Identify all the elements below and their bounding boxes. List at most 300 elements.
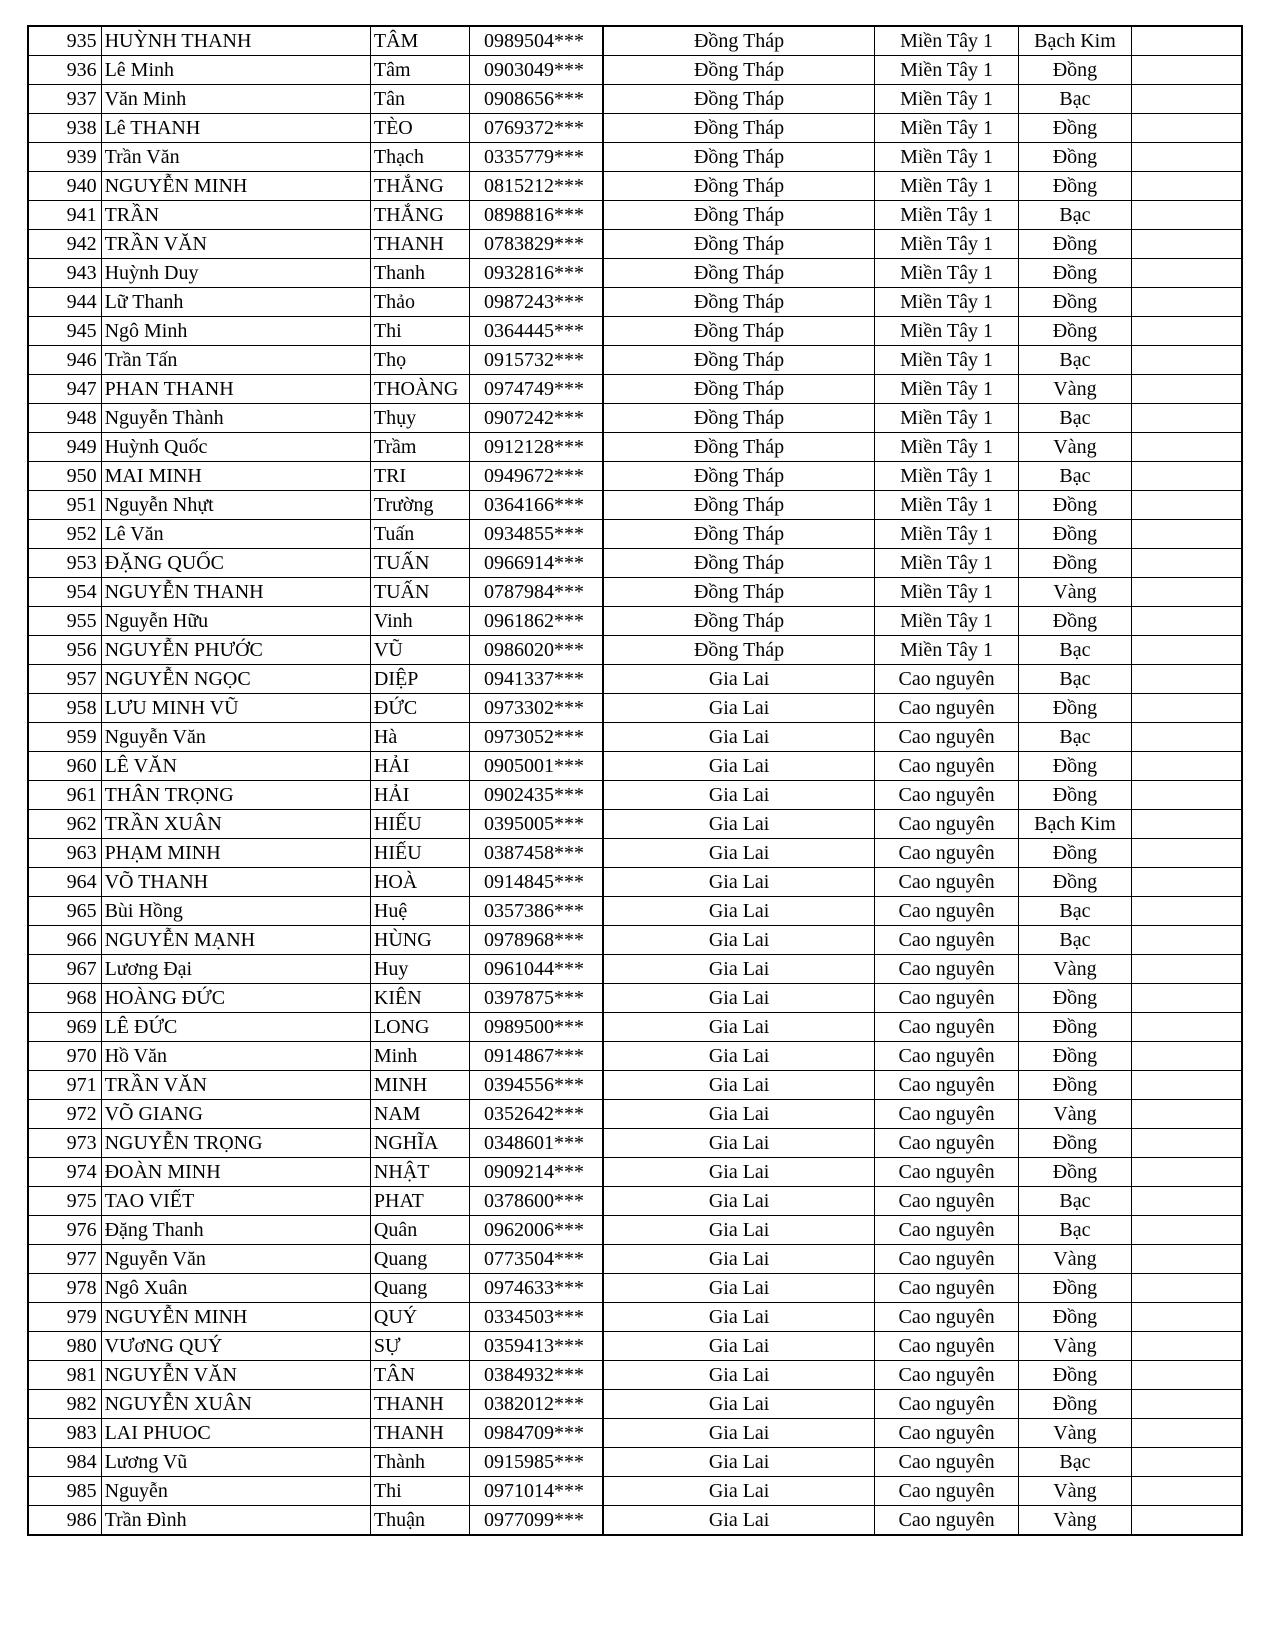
- phone-number-cell: 0978968***: [470, 926, 604, 955]
- membership-tier-cell: Bạc: [1019, 897, 1132, 926]
- last-middle-name-cell: Bùi Hồng: [101, 897, 370, 926]
- province-cell: Đồng Tháp: [603, 404, 874, 433]
- last-middle-name-cell: TRẦN: [101, 201, 370, 230]
- table-row: [28, 607, 1242, 636]
- row-number-cell: 955: [28, 607, 101, 636]
- phone-number-cell: 0382012***: [470, 1390, 604, 1419]
- table-row: [28, 462, 1242, 491]
- table-body: [28, 26, 1242, 1535]
- last-middle-name-cell: Nguyễn: [101, 1477, 370, 1506]
- last-middle-name-cell: Nguyễn Hữu: [101, 607, 370, 636]
- table-row: [28, 172, 1242, 201]
- row-number-cell: 953: [28, 549, 101, 578]
- table-row: [28, 955, 1242, 984]
- region-cell: Cao nguyên: [875, 868, 1019, 897]
- first-name-cell: Trường: [370, 491, 469, 520]
- last-middle-name-cell: Lê Văn: [101, 520, 370, 549]
- province-cell: Gia Lai: [603, 1448, 874, 1477]
- empty-cell-cell: [1131, 520, 1242, 549]
- province-cell: Đồng Tháp: [603, 607, 874, 636]
- phone-number-cell: 0961862***: [470, 607, 604, 636]
- empty-cell-cell: [1131, 172, 1242, 201]
- first-name-cell: LONG: [370, 1013, 469, 1042]
- first-name-cell: Thi: [370, 1477, 469, 1506]
- membership-tier-cell: Bạc: [1019, 85, 1132, 114]
- membership-tier-cell: Đồng: [1019, 1042, 1132, 1071]
- membership-tier-cell: Đồng: [1019, 752, 1132, 781]
- membership-tier-cell: Đồng: [1019, 1390, 1132, 1419]
- phone-number-cell: 0915985***: [470, 1448, 604, 1477]
- row-number-cell: 977: [28, 1245, 101, 1274]
- first-name-cell: Thảo: [370, 288, 469, 317]
- membership-tier-cell: Đồng: [1019, 868, 1132, 897]
- province-cell: Đồng Tháp: [603, 230, 874, 259]
- province-cell: Đồng Tháp: [603, 549, 874, 578]
- last-middle-name-cell: Nguyễn Thành: [101, 404, 370, 433]
- first-name-cell: HÙNG: [370, 926, 469, 955]
- first-name-cell: THANH: [370, 1390, 469, 1419]
- table-row: [28, 230, 1242, 259]
- last-middle-name-cell: Lương Đại: [101, 955, 370, 984]
- table-row: [28, 868, 1242, 897]
- row-number-cell: 935: [28, 26, 101, 56]
- region-cell: Cao nguyên: [875, 1100, 1019, 1129]
- empty-cell-cell: [1131, 549, 1242, 578]
- table-row: [28, 984, 1242, 1013]
- phone-number-cell: 0986020***: [470, 636, 604, 665]
- province-cell: Gia Lai: [603, 1187, 874, 1216]
- empty-cell-cell: [1131, 1506, 1242, 1536]
- membership-tier-cell: Đồng: [1019, 694, 1132, 723]
- first-name-cell: TUẤN: [370, 578, 469, 607]
- province-cell: Đồng Tháp: [603, 636, 874, 665]
- first-name-cell: Quân: [370, 1216, 469, 1245]
- region-cell: Miền Tây 1: [875, 549, 1019, 578]
- table-row: [28, 839, 1242, 868]
- phone-number-cell: 0783829***: [470, 230, 604, 259]
- region-cell: Miền Tây 1: [875, 636, 1019, 665]
- phone-number-cell: 0378600***: [470, 1187, 604, 1216]
- table-row: [28, 578, 1242, 607]
- row-number-cell: 985: [28, 1477, 101, 1506]
- province-cell: Gia Lai: [603, 1477, 874, 1506]
- membership-tier-cell: Vàng: [1019, 433, 1132, 462]
- membership-tier-cell: Đồng: [1019, 1158, 1132, 1187]
- first-name-cell: Hà: [370, 723, 469, 752]
- phone-number-cell: 0903049***: [470, 56, 604, 85]
- region-cell: Cao nguyên: [875, 839, 1019, 868]
- region-cell: Miền Tây 1: [875, 85, 1019, 114]
- province-cell: Gia Lai: [603, 1129, 874, 1158]
- phone-number-cell: 0335779***: [470, 143, 604, 172]
- table-row: [28, 1071, 1242, 1100]
- first-name-cell: Vinh: [370, 607, 469, 636]
- row-number-cell: 952: [28, 520, 101, 549]
- empty-cell-cell: [1131, 259, 1242, 288]
- region-cell: Miền Tây 1: [875, 56, 1019, 85]
- table-row: [28, 1013, 1242, 1042]
- last-middle-name-cell: Lê Minh: [101, 56, 370, 85]
- empty-cell-cell: [1131, 491, 1242, 520]
- first-name-cell: Thành: [370, 1448, 469, 1477]
- province-cell: Đồng Tháp: [603, 114, 874, 143]
- phone-number-cell: 0966914***: [470, 549, 604, 578]
- membership-tier-cell: Vàng: [1019, 1506, 1132, 1536]
- province-cell: Gia Lai: [603, 1506, 874, 1536]
- phone-number-cell: 0773504***: [470, 1245, 604, 1274]
- province-cell: Đồng Tháp: [603, 56, 874, 85]
- row-number-cell: 949: [28, 433, 101, 462]
- table-row: [28, 549, 1242, 578]
- empty-cell-cell: [1131, 1100, 1242, 1129]
- province-cell: Đồng Tháp: [603, 288, 874, 317]
- province-cell: Đồng Tháp: [603, 462, 874, 491]
- membership-tier-cell: Đồng: [1019, 839, 1132, 868]
- membership-tier-cell: Bạc: [1019, 723, 1132, 752]
- region-cell: Miền Tây 1: [875, 26, 1019, 56]
- table-row: [28, 26, 1242, 56]
- phone-number-cell: 0912128***: [470, 433, 604, 462]
- empty-cell-cell: [1131, 143, 1242, 172]
- last-middle-name-cell: NGUYỄN NGỌC: [101, 665, 370, 694]
- province-cell: Đồng Tháp: [603, 317, 874, 346]
- membership-tier-cell: Vàng: [1019, 578, 1132, 607]
- row-number-cell: 963: [28, 839, 101, 868]
- last-middle-name-cell: TRẦN VĂN: [101, 1071, 370, 1100]
- first-name-cell: PHAT: [370, 1187, 469, 1216]
- row-number-cell: 939: [28, 143, 101, 172]
- empty-cell-cell: [1131, 781, 1242, 810]
- row-number-cell: 975: [28, 1187, 101, 1216]
- first-name-cell: Thi: [370, 317, 469, 346]
- empty-cell-cell: [1131, 1216, 1242, 1245]
- first-name-cell: Trầm: [370, 433, 469, 462]
- province-cell: Gia Lai: [603, 1216, 874, 1245]
- row-number-cell: 946: [28, 346, 101, 375]
- row-number-cell: 971: [28, 1071, 101, 1100]
- province-cell: Gia Lai: [603, 897, 874, 926]
- last-middle-name-cell: NGUYỄN PHƯỚC: [101, 636, 370, 665]
- membership-tier-cell: Đồng: [1019, 230, 1132, 259]
- table-row: [28, 114, 1242, 143]
- province-cell: Gia Lai: [603, 1390, 874, 1419]
- last-middle-name-cell: PHAN THANH: [101, 375, 370, 404]
- region-cell: Cao nguyên: [875, 810, 1019, 839]
- province-cell: Gia Lai: [603, 665, 874, 694]
- province-cell: Gia Lai: [603, 1100, 874, 1129]
- region-cell: Cao nguyên: [875, 1477, 1019, 1506]
- empty-cell-cell: [1131, 317, 1242, 346]
- phone-number-cell: 0989500***: [470, 1013, 604, 1042]
- membership-tier-cell: Đồng: [1019, 259, 1132, 288]
- province-cell: Đồng Tháp: [603, 259, 874, 288]
- membership-tier-cell: Bạch Kim: [1019, 26, 1132, 56]
- province-cell: Đồng Tháp: [603, 491, 874, 520]
- region-cell: Cao nguyên: [875, 955, 1019, 984]
- first-name-cell: Thuận: [370, 1506, 469, 1536]
- region-cell: Miền Tây 1: [875, 375, 1019, 404]
- last-middle-name-cell: PHẠM MINH: [101, 839, 370, 868]
- row-number-cell: 980: [28, 1332, 101, 1361]
- first-name-cell: Tâm: [370, 56, 469, 85]
- province-cell: Gia Lai: [603, 984, 874, 1013]
- last-middle-name-cell: VÕ THANH: [101, 868, 370, 897]
- last-middle-name-cell: ĐOÀN MINH: [101, 1158, 370, 1187]
- membership-tier-cell: Vàng: [1019, 1100, 1132, 1129]
- membership-tier-cell: Đồng: [1019, 114, 1132, 143]
- last-middle-name-cell: TAO VIẾT: [101, 1187, 370, 1216]
- last-middle-name-cell: LƯU MINH VŨ: [101, 694, 370, 723]
- membership-tier-cell: Bạc: [1019, 636, 1132, 665]
- row-number-cell: 974: [28, 1158, 101, 1187]
- phone-number-cell: 0971014***: [470, 1477, 604, 1506]
- row-number-cell: 967: [28, 955, 101, 984]
- province-cell: Đồng Tháp: [603, 26, 874, 56]
- region-cell: Miền Tây 1: [875, 172, 1019, 201]
- empty-cell-cell: [1131, 1390, 1242, 1419]
- region-cell: Cao nguyên: [875, 1390, 1019, 1419]
- empty-cell-cell: [1131, 839, 1242, 868]
- first-name-cell: HIẾU: [370, 810, 469, 839]
- region-cell: Miền Tây 1: [875, 433, 1019, 462]
- empty-cell-cell: [1131, 868, 1242, 897]
- province-cell: Đồng Tháp: [603, 520, 874, 549]
- region-cell: Miền Tây 1: [875, 578, 1019, 607]
- empty-cell-cell: [1131, 56, 1242, 85]
- empty-cell-cell: [1131, 578, 1242, 607]
- table-row: [28, 433, 1242, 462]
- region-cell: Miền Tây 1: [875, 491, 1019, 520]
- table-row: [28, 1187, 1242, 1216]
- row-number-cell: 937: [28, 85, 101, 114]
- table-row: [28, 259, 1242, 288]
- empty-cell-cell: [1131, 1332, 1242, 1361]
- empty-cell-cell: [1131, 723, 1242, 752]
- first-name-cell: TUẤN: [370, 549, 469, 578]
- empty-cell-cell: [1131, 1129, 1242, 1158]
- row-number-cell: 960: [28, 752, 101, 781]
- empty-cell-cell: [1131, 375, 1242, 404]
- phone-number-cell: 0905001***: [470, 752, 604, 781]
- first-name-cell: THANH: [370, 1419, 469, 1448]
- last-middle-name-cell: Nguyễn Văn: [101, 1245, 370, 1274]
- phone-number-cell: 0334503***: [470, 1303, 604, 1332]
- phone-number-cell: 0934855***: [470, 520, 604, 549]
- region-cell: Cao nguyên: [875, 1158, 1019, 1187]
- first-name-cell: THẮNG: [370, 172, 469, 201]
- first-name-cell: Minh: [370, 1042, 469, 1071]
- province-cell: Gia Lai: [603, 723, 874, 752]
- membership-tier-cell: Đồng: [1019, 549, 1132, 578]
- table-row: [28, 636, 1242, 665]
- first-name-cell: Thanh: [370, 259, 469, 288]
- region-cell: Cao nguyên: [875, 781, 1019, 810]
- row-number-cell: 966: [28, 926, 101, 955]
- region-cell: Miền Tây 1: [875, 462, 1019, 491]
- row-number-cell: 950: [28, 462, 101, 491]
- phone-number-cell: 0987243***: [470, 288, 604, 317]
- province-cell: Gia Lai: [603, 1361, 874, 1390]
- phone-number-cell: 0914867***: [470, 1042, 604, 1071]
- province-cell: Đồng Tháp: [603, 143, 874, 172]
- province-cell: Gia Lai: [603, 694, 874, 723]
- last-middle-name-cell: Lữ Thanh: [101, 288, 370, 317]
- row-number-cell: 945: [28, 317, 101, 346]
- province-cell: Gia Lai: [603, 1419, 874, 1448]
- phone-number-cell: 0984709***: [470, 1419, 604, 1448]
- phone-number-cell: 0359413***: [470, 1332, 604, 1361]
- membership-tier-cell: Đồng: [1019, 491, 1132, 520]
- province-cell: Gia Lai: [603, 1071, 874, 1100]
- membership-tier-cell: Đồng: [1019, 172, 1132, 201]
- province-cell: Gia Lai: [603, 1013, 874, 1042]
- empty-cell-cell: [1131, 1187, 1242, 1216]
- phone-number-cell: 0395005***: [470, 810, 604, 839]
- first-name-cell: KIÊN: [370, 984, 469, 1013]
- membership-tier-cell: Vàng: [1019, 955, 1132, 984]
- phone-number-cell: 0973052***: [470, 723, 604, 752]
- table-row: [28, 201, 1242, 230]
- first-name-cell: THANH: [370, 230, 469, 259]
- row-number-cell: 972: [28, 1100, 101, 1129]
- membership-tier-cell: Đồng: [1019, 1071, 1132, 1100]
- first-name-cell: Tân: [370, 85, 469, 114]
- membership-tier-cell: Đồng: [1019, 143, 1132, 172]
- table-row: [28, 665, 1242, 694]
- first-name-cell: TÂN: [370, 1361, 469, 1390]
- last-middle-name-cell: NGUYỄN TRỌNG: [101, 1129, 370, 1158]
- empty-cell-cell: [1131, 607, 1242, 636]
- phone-number-cell: 0962006***: [470, 1216, 604, 1245]
- table-row: [28, 143, 1242, 172]
- region-cell: Cao nguyên: [875, 1419, 1019, 1448]
- membership-tier-cell: Bạc: [1019, 926, 1132, 955]
- region-cell: Cao nguyên: [875, 752, 1019, 781]
- first-name-cell: THOÀNG: [370, 375, 469, 404]
- last-middle-name-cell: NGUYỄN THANH: [101, 578, 370, 607]
- row-number-cell: 954: [28, 578, 101, 607]
- region-cell: Cao nguyên: [875, 1332, 1019, 1361]
- first-name-cell: SỰ: [370, 1332, 469, 1361]
- row-number-cell: 981: [28, 1361, 101, 1390]
- empty-cell-cell: [1131, 897, 1242, 926]
- first-name-cell: Huy: [370, 955, 469, 984]
- row-number-cell: 984: [28, 1448, 101, 1477]
- first-name-cell: TRI: [370, 462, 469, 491]
- last-middle-name-cell: HUỲNH THANH: [101, 26, 370, 56]
- first-name-cell: VŨ: [370, 636, 469, 665]
- table-row: [28, 723, 1242, 752]
- table-row: [28, 1390, 1242, 1419]
- row-number-cell: 958: [28, 694, 101, 723]
- last-middle-name-cell: NGUYỄN MẠNH: [101, 926, 370, 955]
- row-number-cell: 942: [28, 230, 101, 259]
- province-cell: Gia Lai: [603, 1274, 874, 1303]
- table-row: [28, 1042, 1242, 1071]
- last-middle-name-cell: THÂN TRỌNG: [101, 781, 370, 810]
- membership-tier-cell: Đồng: [1019, 1013, 1132, 1042]
- empty-cell-cell: [1131, 433, 1242, 462]
- empty-cell-cell: [1131, 665, 1242, 694]
- empty-cell-cell: [1131, 752, 1242, 781]
- table-row: [28, 317, 1242, 346]
- empty-cell-cell: [1131, 1419, 1242, 1448]
- row-number-cell: 976: [28, 1216, 101, 1245]
- table-row: [28, 1419, 1242, 1448]
- region-cell: Cao nguyên: [875, 926, 1019, 955]
- first-name-cell: DIỆP: [370, 665, 469, 694]
- last-middle-name-cell: ĐẶNG QUỐC: [101, 549, 370, 578]
- table-row: [28, 346, 1242, 375]
- region-cell: Cao nguyên: [875, 897, 1019, 926]
- membership-tier-cell: Bạc: [1019, 665, 1132, 694]
- first-name-cell: HẢI: [370, 781, 469, 810]
- row-number-cell: 938: [28, 114, 101, 143]
- last-middle-name-cell: Nguyễn Nhựt: [101, 491, 370, 520]
- row-number-cell: 965: [28, 897, 101, 926]
- last-middle-name-cell: Văn Minh: [101, 85, 370, 114]
- phone-number-cell: 0932816***: [470, 259, 604, 288]
- province-cell: Gia Lai: [603, 752, 874, 781]
- phone-number-cell: 0949672***: [470, 462, 604, 491]
- last-middle-name-cell: TRẦN XUÂN: [101, 810, 370, 839]
- membership-tier-cell: Bạch Kim: [1019, 810, 1132, 839]
- region-cell: Miền Tây 1: [875, 143, 1019, 172]
- row-number-cell: 940: [28, 172, 101, 201]
- membership-tier-cell: Bạc: [1019, 1187, 1132, 1216]
- row-number-cell: 973: [28, 1129, 101, 1158]
- last-middle-name-cell: Ngô Minh: [101, 317, 370, 346]
- region-cell: Cao nguyên: [875, 1187, 1019, 1216]
- first-name-cell: MINH: [370, 1071, 469, 1100]
- row-number-cell: 970: [28, 1042, 101, 1071]
- region-cell: Miền Tây 1: [875, 201, 1019, 230]
- phone-number-cell: 0898816***: [470, 201, 604, 230]
- province-cell: Gia Lai: [603, 955, 874, 984]
- phone-number-cell: 0989504***: [470, 26, 604, 56]
- table-row: [28, 1332, 1242, 1361]
- province-cell: Đồng Tháp: [603, 85, 874, 114]
- last-middle-name-cell: Trần Đình: [101, 1506, 370, 1536]
- first-name-cell: NHẬT: [370, 1158, 469, 1187]
- region-cell: Cao nguyên: [875, 1303, 1019, 1332]
- province-cell: Đồng Tháp: [603, 375, 874, 404]
- row-number-cell: 978: [28, 1274, 101, 1303]
- membership-tier-cell: Vàng: [1019, 375, 1132, 404]
- region-cell: Miền Tây 1: [875, 259, 1019, 288]
- region-cell: Miền Tây 1: [875, 346, 1019, 375]
- membership-tier-cell: Đồng: [1019, 317, 1132, 346]
- last-middle-name-cell: Ngô Xuân: [101, 1274, 370, 1303]
- empty-cell-cell: [1131, 1158, 1242, 1187]
- empty-cell-cell: [1131, 1042, 1242, 1071]
- phone-number-cell: 0357386***: [470, 897, 604, 926]
- row-number-cell: 943: [28, 259, 101, 288]
- empty-cell-cell: [1131, 1245, 1242, 1274]
- first-name-cell: TÂM: [370, 26, 469, 56]
- phone-number-cell: 0909214***: [470, 1158, 604, 1187]
- empty-cell-cell: [1131, 1274, 1242, 1303]
- last-middle-name-cell: NGUYỄN XUÂN: [101, 1390, 370, 1419]
- phone-number-cell: 0974749***: [470, 375, 604, 404]
- row-number-cell: 959: [28, 723, 101, 752]
- table-row: [28, 810, 1242, 839]
- winners-table: [27, 25, 1243, 1536]
- membership-tier-cell: Vàng: [1019, 1245, 1132, 1274]
- phone-number-cell: 0973302***: [470, 694, 604, 723]
- first-name-cell: HIẾU: [370, 839, 469, 868]
- table-row: [28, 1129, 1242, 1158]
